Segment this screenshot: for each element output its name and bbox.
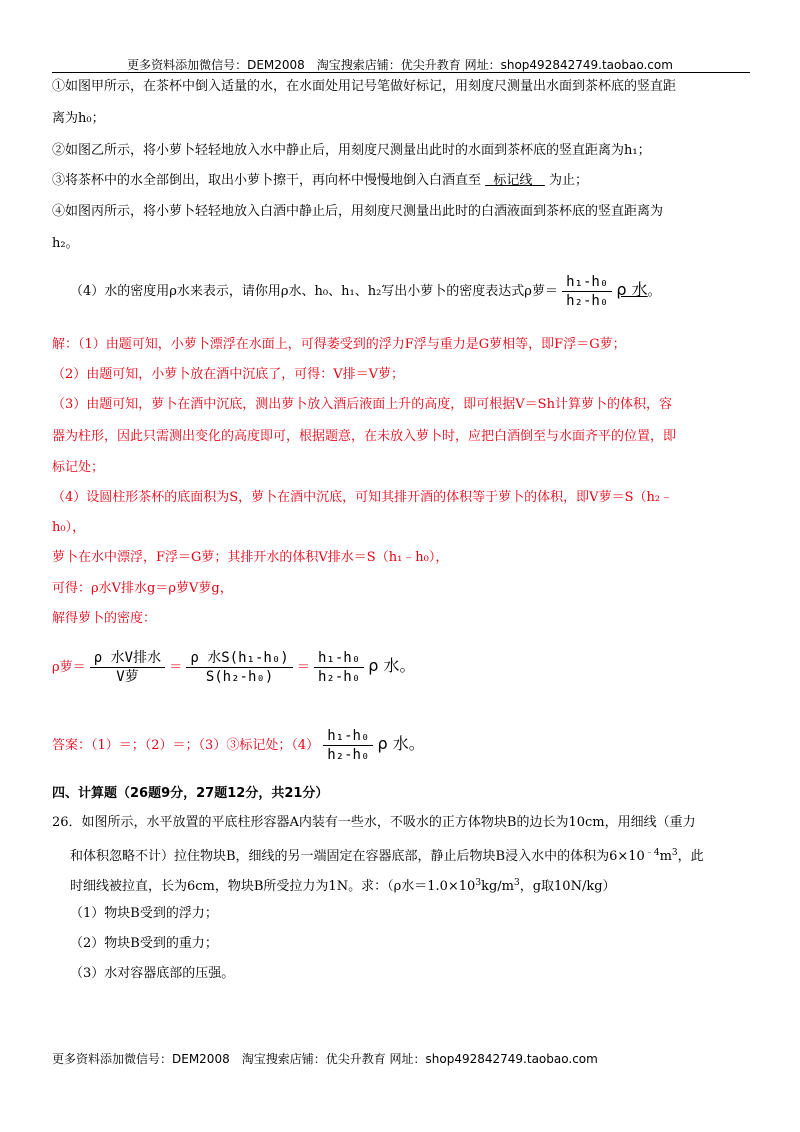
q26-line-2: 和体积忽略不计）拉住物块B，细线的另一端固定在容器底部，静止后物块B浸入水中的体积为$6\times 10^{﹣4}m^3$，此 (70, 848, 704, 864)
fraction-3-denominator: h₂-h₀ (317, 669, 361, 685)
answer-rho-water: ρ 水。 (377, 734, 425, 753)
solution-7: 解得萝卜的密度： (52, 611, 157, 626)
question-4-end: 。 (647, 284, 661, 299)
step-2: ②如图乙所示，将小萝卜轻轻地放入水中静止后，用刻度尺测量出此时的水面到茶杯底的竖直距离为h₁； (52, 143, 651, 158)
question-4 (70, 268, 661, 314)
solution-6: 可得：ρ水V排水g＝ρ萝V萝g， (52, 581, 233, 596)
question-4-rho: ρ 水 (616, 280, 648, 299)
formula-fraction-3 (314, 649, 364, 686)
q26-part-3: （3）水对容器底部的压强。 (70, 966, 235, 981)
fraction-1-denominator: V萝 (116, 669, 139, 685)
formula-fraction-2 (186, 649, 292, 686)
rho-label: ρ萝＝ (52, 660, 86, 675)
solution-4-line-1: （4）设圆柱形茶杯的底面积为S，萝卜在酒中沉底，可知其排开酒的体积等于萝卜的体积，即V萝＝S（h₂﹣ (52, 490, 674, 505)
section-title: 四、计算题（26题9分，27题12分，共21分） (52, 786, 329, 801)
answer-fraction (323, 727, 373, 764)
fraction-3-numerator: h₁-h₀ (314, 649, 364, 668)
equals-sign: ＝ (169, 660, 183, 675)
answer-numerator: h₁-h₀ (323, 727, 373, 746)
step-4-line-2: h₂。 (52, 236, 79, 251)
header-divider (52, 72, 750, 73)
step-3-blank: 标记线 (493, 173, 533, 188)
solution-4-line-2: h₀）， (52, 520, 86, 535)
fraction-2-denominator: S(h₂-h₀) (205, 669, 274, 685)
question-4-text: （4）水的密度用ρ水来表示，请你用ρ水、h₀、h₁、h₂写出小萝卜的密度表达式ρ萝＝ (70, 284, 558, 299)
step-3-end: 为止； (548, 173, 588, 188)
answer-line (52, 720, 425, 770)
step-1-line-2: 离为h₀； (52, 111, 105, 126)
question-4-fraction (562, 273, 612, 310)
fraction-2-numerator: ρ 水S(h₁-h₀) (186, 649, 292, 668)
fraction-1-numerator: ρ 水V排水 (90, 649, 165, 668)
q26-line-3: 时细线被拉直，长为6cm，物块B所受拉力为1N。求：（ρ水$=1.0\times 10^3kg/m^3$，g取10N/kg） (70, 878, 616, 894)
fraction-numerator: h₁-h₀ (562, 273, 612, 292)
page-footer: 更多资料添加微信号：DEM2008 淘宝搜索店铺：优尖升教育 网址：shop492842749.taobao.com (52, 1052, 598, 1066)
step-4-line-1: ④如图丙所示，将小萝卜轻轻地放入白酒中静止后，用刻度尺测量出此时的白酒液面到茶杯底的竖直距离为 (52, 204, 664, 219)
answer-text: 答案：（1）＝；（2）＝；（3）③标记处；（4） (52, 738, 320, 753)
q26-line-1: 26．如图所示，水平放置的平底柱形容器A内装有一些水，不吸水的正方体物块B的边长为10cm，用细线（重力 (52, 815, 696, 830)
fraction-denominator: h₂-h₀ (566, 293, 609, 309)
solution-2: （2）由题可知，小萝卜放在酒中沉底了，可得：V排＝V萝； (52, 367, 405, 382)
density-formula (52, 640, 416, 694)
solution-1: 解：（1）由题可知，小萝卜漂浮在水面上，可得萎受到的浮力F浮与重力是G萝相等，即F浮＝G萝； (52, 337, 626, 352)
solution-3-line-1: （3）由题可知，萝卜在酒中沉底，测出萝卜放入酒后液面上升的高度，即可根据V＝Sh计算萝卜的体积，容 (52, 397, 672, 412)
solution-5: 萝卜在水中漂浮，F浮＝G萝；其排开水的体积V排水＝S（h₁﹣h₀）， (52, 550, 449, 565)
solution-3-line-2: 器为柱形，因此只需测出变化的高度即可，根据题意，在未放入萝卜时，应把白酒倒至与水面齐平的位置，即 (52, 429, 677, 444)
equals-sign: ＝ (296, 660, 310, 675)
step-1-line-1: ①如图甲所示，在茶杯中倒入适量的水，在水面处用记号笔做好标记，用刻度尺测量出水面到茶杯底的竖直距 (52, 79, 677, 94)
step-3 (52, 172, 588, 190)
formula-fraction-1 (90, 649, 165, 686)
answer-denominator: h₂-h₀ (327, 747, 370, 763)
q26-part-1: （1）物块B受到的浮力； (70, 906, 218, 921)
step-3-text: ③将茶杯中的水全部倒出，取出小萝卜擦干，再向杯中慢慢地倒入白酒直至 (52, 173, 482, 188)
formula-rho-water: ρ 水。 (368, 656, 416, 675)
page-header: 更多资料添加微信号：DEM2008 淘宝搜索店铺：优尖升教育 网址：shop492842749.taobao.com (127, 58, 673, 72)
solution-3-line-3: 标记处； (52, 460, 105, 475)
q26-part-2: （2）物块B受到的重力； (70, 936, 218, 951)
